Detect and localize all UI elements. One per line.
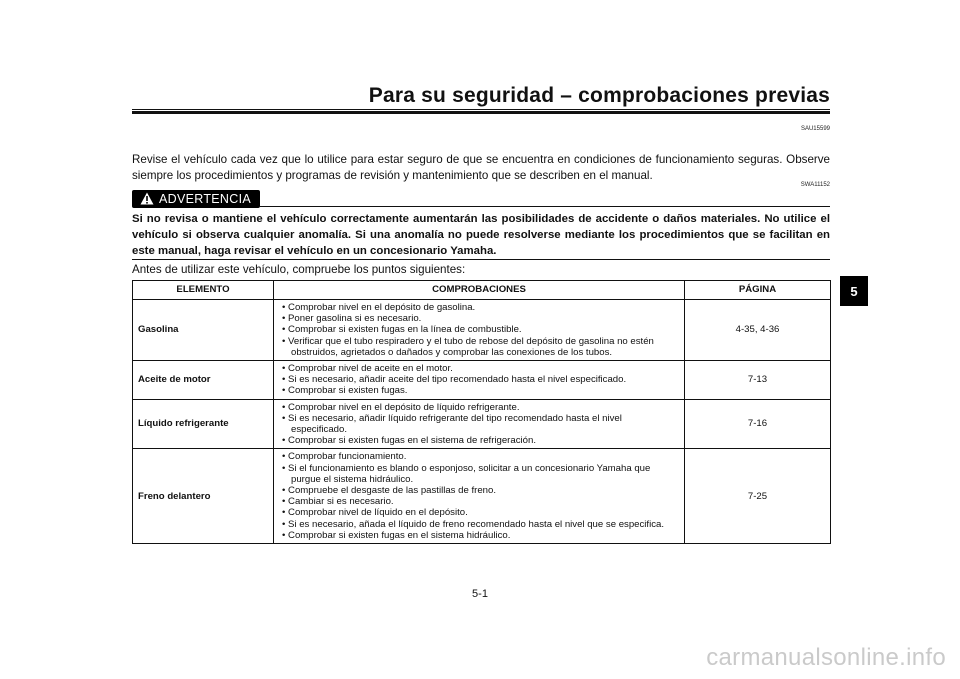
check-item: • Verificar que el tubo respiradero y el tubo de rebose del depósito de gasolina no estén obstruidos, agrietados o dañados y comprobar las conexiones de los tubos. [282,335,654,358]
check-item: • Poner gasolina si es necesario. [282,313,422,325]
warning-rule [260,206,830,207]
row-element: Líquido refrigerante [133,399,274,449]
warning-end-rule [132,259,830,260]
check-item: • Si es necesario, añadir líquido refrigerante del tipo recomendado hasta el nivel especificado. [282,412,622,436]
check-item: • Compruebe el desgaste de las pastillas de freno. [282,485,497,497]
row-checks [274,361,685,400]
check-item: • Comprobar si existen fugas. [282,385,408,397]
title-rule-thin [132,109,830,110]
check-item: • Si es necesario, añadir aceite del tipo recomendado hasta el nivel especificado. [282,374,627,386]
chapter-tab: 5 [840,276,868,306]
check-item: • Comprobar si existen fugas en el sistema hidráulico. [282,529,511,541]
watermark: carmanualsonline.info [706,644,946,671]
check-item: • Comprobar si existen fugas en la línea de combustible. [282,324,522,336]
row-element: Gasolina [133,300,274,361]
intro-paragraph: Revise el vehículo cada vez que lo utilice para estar seguro de que se encuentra en condiciones de funcionamiento seguras. Observe siempre los procedimientos y programas de revisión y mantenimiento que se describen en el manual. [132,153,830,182]
row-page: 7-25 [685,449,831,544]
check-item: • Si es necesario, añada el líquido de freno recomendado hasta el nivel que se especifica. [282,518,665,530]
table-row [133,399,831,449]
page-number: 5-1 [472,588,488,600]
table-header-row [133,281,831,300]
check-item: • Comprobar nivel en el depósito de gasolina. [282,302,476,313]
check-item: • Comprobar si existen fugas en el sistema de refrigeración. [282,435,536,447]
check-item: • Comprobar nivel en el depósito de líquido refrigerante. [282,401,520,413]
column-header-element: ELEMENTO [133,281,274,300]
table-row [133,449,831,544]
pre-operation-checklist-table [132,280,831,544]
table-row [133,300,831,361]
reference-code-intro: SAU15599 [800,126,830,132]
row-element: Freno delantero [133,449,274,544]
warning-text: Si no revisa o mantiene el vehículo correctamente aumentarán las posibilidades de accidente o daños materiales. No utilice el vehículo si observa cualquier anomalía. Si una anomalía no puede resolverse mediante los procedimientos que se facilitan en este manual, haga revisar el vehículo en un concesionario Yamaha. [132,213,830,257]
row-checks [274,449,685,544]
row-checks [274,399,685,449]
warning-label: ADVERTENCIA [159,192,251,206]
row-page: 7-16 [685,399,831,449]
check-item: • Cambiar si es necesario. [282,496,394,508]
warning-triangle-icon [140,192,154,210]
check-item: • Comprobar nivel de líquido en el depósito. [282,507,468,519]
row-checks [274,300,685,361]
reference-code-warning: SWA11152 [800,182,830,188]
column-header-page: PÁGINA [685,281,831,300]
warning-badge [132,190,260,208]
check-item: • Comprobar nivel de aceite en el motor. [282,363,453,375]
row-page: 7-13 [685,361,831,400]
title-rule-thick [132,111,830,114]
column-header-checks: COMPROBACIONES [274,281,685,300]
row-page: 4-35, 4-36 [685,300,831,361]
row-element: Aceite de motor [133,361,274,400]
check-item: • Si el funcionamiento es blando o esponjoso, solicitar a un concesionario Yamaha que purgue el sistema hidráulico. [282,462,651,485]
table-row [133,361,831,400]
page-title: Para su seguridad – comprobaciones previas [368,84,830,107]
checklist-lead: Antes de utilizar este vehículo, compruebe los puntos siguientes: [132,263,466,276]
check-item: • Comprobar funcionamiento. [282,451,407,463]
